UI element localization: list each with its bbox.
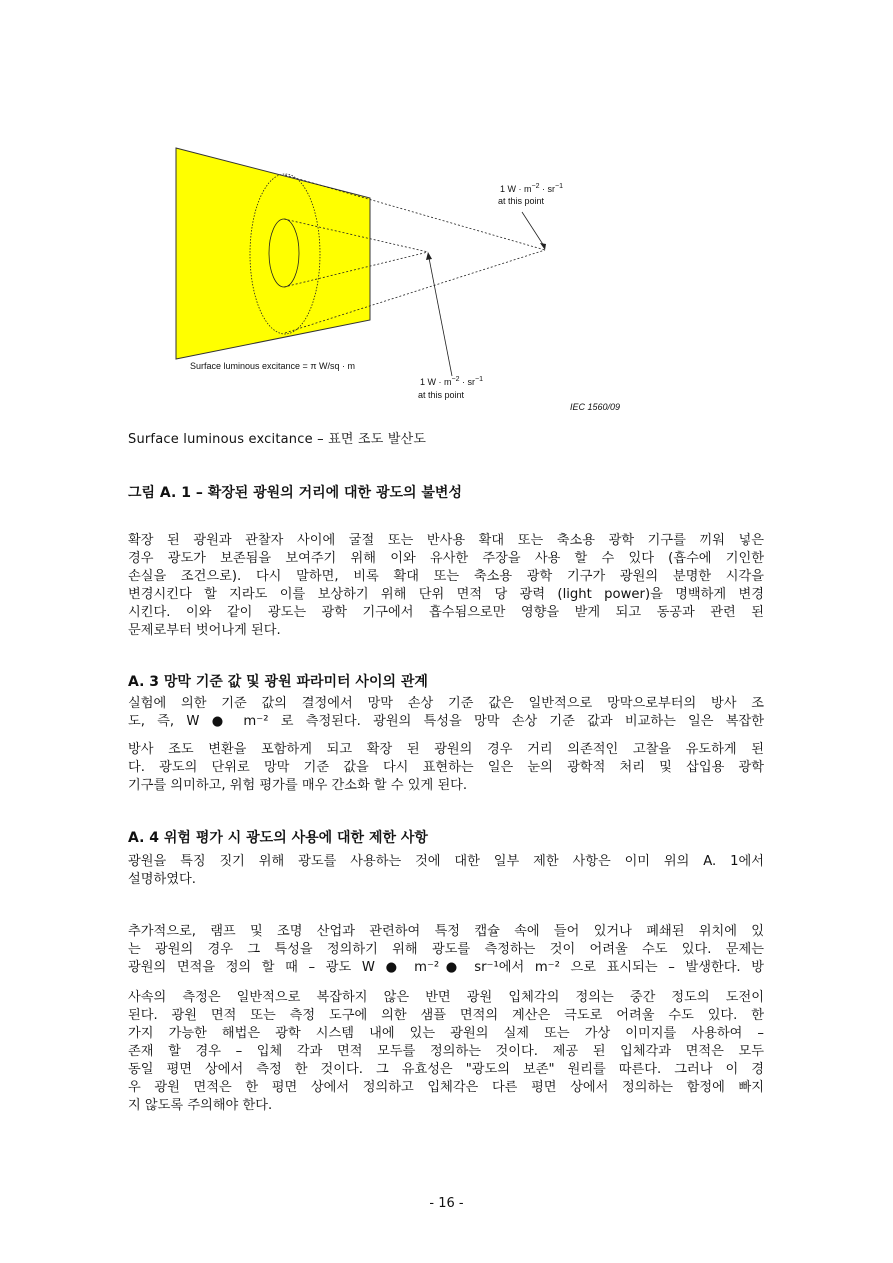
paragraph-irradiance-conversion <box>128 741 764 795</box>
text-line: 광원의 면적을 정의 할 때 – 광도 W ● m⁻²● sr⁻¹에서 m⁻² 으로 표시되는 – 발생한다. 방 <box>128 960 764 975</box>
near-point-arrowhead <box>426 252 432 260</box>
text-line: 지 않도록 주의해야 한다. <box>128 1098 273 1113</box>
paragraph-limitations <box>128 853 764 889</box>
text-line: 다. 광도의 단위로 망막 기준 값을 다시 표현하는 일은 눈의 광학적 처리 및 삽입용 광학 <box>128 760 764 775</box>
text-line: 는 광원의 경우 그 특성을 정의하기 위해 광도를 측정하는 것이 어려울 수도 있다. 문제는 <box>128 942 764 957</box>
text-line: 동일 평면 상에서 측정 한 것이다. 그 유효성은 "광도의 보존" 원리를 따른다. 그러나 이 경 <box>128 1062 764 1077</box>
text-line: 확장 된 광원과 관찰자 사이에 굴절 또는 반사용 확대 또는 축소용 광학 기구를 끼워 넣은 <box>128 533 764 548</box>
figure-title: 그림 A. 1 – 확장된 광원의 거리에 대한 광도의 불변성 <box>128 485 462 501</box>
text-line: 존재 할 경우 – 입체 각과 면적 모두를 정의하는 것이다. 제공 된 입체각과 면적은 모두 <box>128 1044 764 1059</box>
text-line: 실험에 의한 기준 값의 결정에서 망막 손상 기준 값은 일반적으로 망막으로부터의 방사 조 <box>128 696 764 711</box>
text-line: 된다. 광원 면적 또는 측정 도구에 의한 샘플 면적의 계산은 극도로 어려울 수도 있다. 한 <box>128 1008 764 1023</box>
far-point-leader <box>522 212 544 246</box>
text-line: 문제로부터 벗어나게 된다. <box>128 623 281 638</box>
text-line: 방사 조도 변환을 포함하게 되고 확장 된 광원의 경우 거리 의존적인 고찰을 유도하게 된 <box>128 742 764 757</box>
text-line: 시킨다. 이와 같이 광도는 광학 기구에서 흡수됨으로만 영향을 받게 되고 동공과 관련 된 <box>128 605 764 620</box>
text-line: 우 광원 면적은 한 평면 상에서 정의하고 입체각은 다른 평면 상에서 정의하는 함정에 빠지 <box>128 1080 764 1095</box>
heading-a3: A. 3 망막 기준 값 및 광원 파라미터 사이의 관계 <box>128 674 428 690</box>
surface-excitance-label: Surface luminous excitance = π W/sq · m <box>190 361 356 371</box>
heading-a4: A. 4 위험 평가 시 광도의 사용에 대한 제한 사항 <box>128 830 428 846</box>
text-line: 손실을 조건으로). 다시 말하면, 비록 확대 또는 축소용 광학 기구가 광원의 분명한 시각을 <box>128 569 764 584</box>
far-point-label: 1 $W \cdot m^{-2} \cdot sr^{-1}$ <box>500 183 563 194</box>
far-point-arrowhead <box>540 243 546 250</box>
page-number: - 16 - <box>429 1196 464 1211</box>
text-line: 도, 즉, W ● m⁻² 로 측정된다. 광원의 특성을 망막 손상 기준 값과 비교하는 일은 복잡한 <box>128 714 764 729</box>
paragraph-enclosed-sources <box>128 923 764 977</box>
text-line: 기구를 의미하고, 위험 평가를 매우 간소화 할 수 있게 된다. <box>128 778 468 793</box>
near-point-sublabel: at this point <box>418 390 465 400</box>
text-line: 경우 광도가 보존됨을 보여주기 위해 이와 유사한 주장을 사용 할 수 있다 (흡수에 기인한 <box>128 551 764 566</box>
text-line: 추가적으로, 램프 및 조명 산업과 관련하여 특정 캡슐 속에 들어 있거나 폐쇄된 위치에 있 <box>128 924 764 939</box>
text-line: 광원을 특징 짓기 위해 광도를 사용하는 것에 대한 일부 제한 사항은 이미 위의 A. 1에서 <box>128 854 764 869</box>
text-line: 가지 가능한 해법은 광학 시스템 내에 있는 광원의 실제 또는 가상 이미지를 사용하여 – <box>128 1026 764 1041</box>
paragraph-conservation <box>128 532 764 640</box>
figure-caption-translation: Surface luminous excitance – 표면 조도 발산도 <box>128 432 427 447</box>
near-point-leader <box>429 258 452 376</box>
figure-diagram <box>170 140 640 430</box>
paragraph-retinal-threshold <box>128 695 764 731</box>
emitting-surface-panel <box>176 148 370 359</box>
text-line: 설명하였다. <box>128 872 196 887</box>
iec-code: IEC 1560/09 <box>570 402 621 412</box>
paragraph-solid-angle <box>128 989 764 1115</box>
near-point-label: 1 $W \cdot m^{-2} \cdot sr^{-1}$ <box>420 376 483 387</box>
far-point-sublabel: at this point <box>498 196 545 206</box>
luminous-excitance-figure <box>170 140 640 430</box>
text-line: 사속의 측정은 일반적으로 복잡하지 않은 반면 광원 입체각의 정의는 중간 정도의 도전이 <box>128 990 764 1005</box>
text-line: 변경시킨다 할 지라도 이를 보상하기 위해 단위 면적 당 광력 (light power)을 명백하게 변경 <box>128 587 764 602</box>
